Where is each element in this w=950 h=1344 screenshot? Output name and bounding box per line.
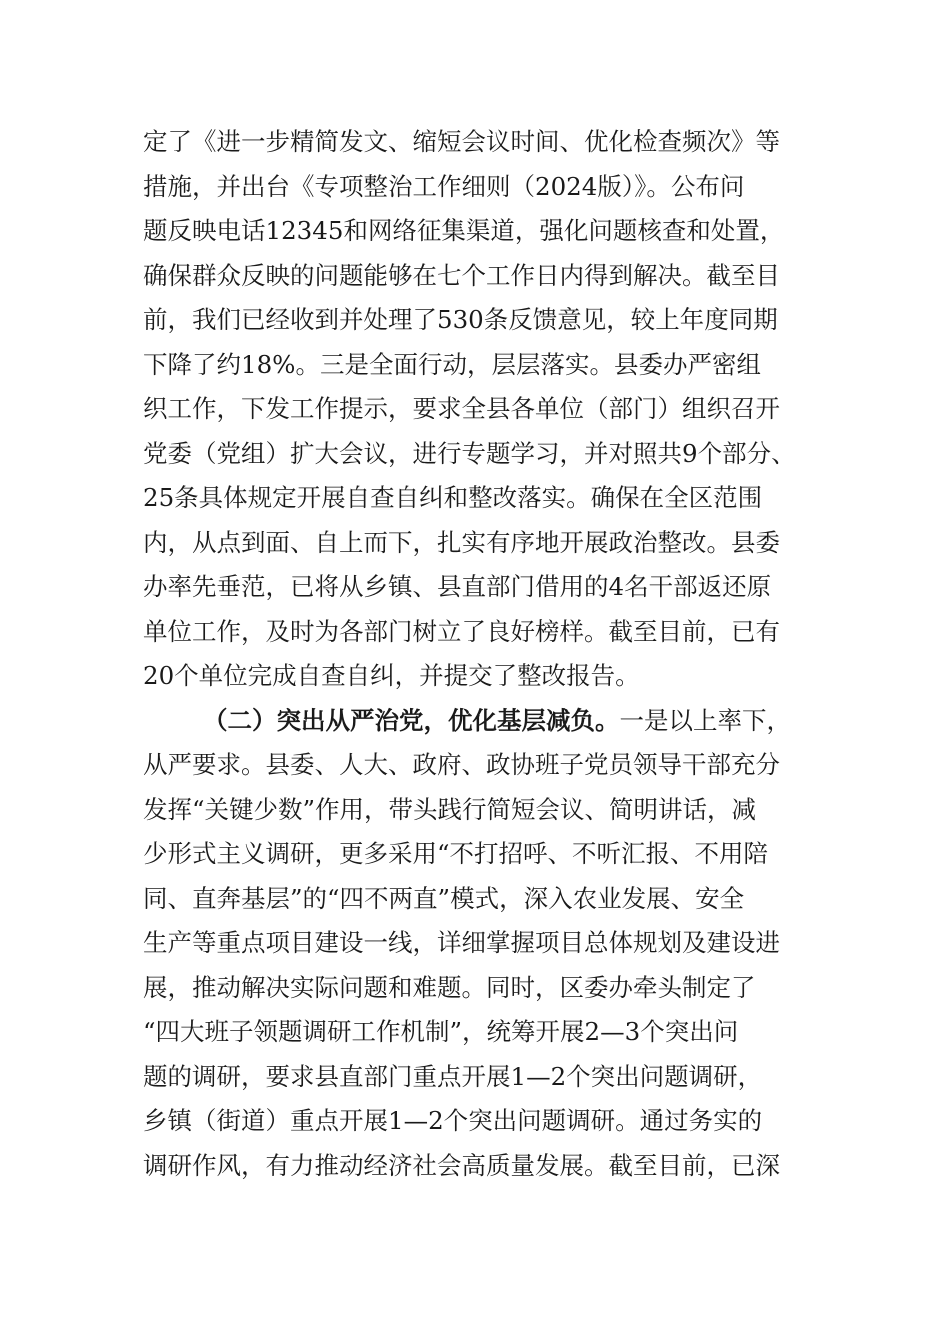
section-heading-line — [143, 699, 813, 744]
text-line: 同、直奔基层”的“四不两直”模式，深入农业发展、安全 — [143, 883, 745, 913]
text-line: 织工作，下发工作提示，要求全县各单位（部门）组织召开 — [143, 394, 780, 423]
text-line: 题反映电话12345和网络征集渠道，强化问题核查和处置， — [143, 216, 785, 245]
text-line: 从严要求。县委、人大、政府、政协班子党员领导干部充分 — [143, 750, 780, 779]
text-line: 办率先垂范，已将从乡镇、县直部门借用的4名干部返还原 — [143, 572, 772, 601]
text-line: 确保群众反映的问题能够在七个工作日内得到解决。截至目 — [143, 260, 780, 290]
text-line: 下降了约18%。三是全面行动，层层落实。县委办严密组 — [143, 349, 761, 379]
text-line: 题的调研，要求县直部门重点开展1—2个突出问题调研， — [143, 1061, 763, 1091]
text-line: 定了《进一步精简发文、缩短会议时间、优化检查频次》等 — [143, 127, 780, 156]
document-body — [143, 120, 813, 1188]
text-line: 乡镇（街道）重点开展1—2个突出问题调研。通过务实的 — [143, 1106, 763, 1135]
section-heading-rest: 一是以上率下， — [619, 705, 791, 735]
text-line: 少形式主义调研，更多采用“不打招呼、不听汇报、不用陪 — [143, 839, 769, 868]
text-line: 25条具体规定开展自查自纠和整改落实。确保在全区范围 — [143, 483, 763, 512]
text-line: 措施，并出台《专项整治工作细则（2024版）》。公布问 — [143, 171, 745, 201]
text-line: 前，我们已经收到并处理了530条反馈意见，较上年度同期 — [143, 305, 778, 334]
text-line: 单位工作，及时为各部门树立了良好榜样。截至目前，已有 — [143, 616, 780, 646]
section-heading: （二）突出从严治党，优化基层减负。 — [203, 705, 620, 735]
text-line: “四大班子领题调研工作机制”，统筹开展2—3个突出问 — [143, 1017, 739, 1046]
text-line: 调研作风，有力推动经济社会高质量发展。截至目前，已深 — [143, 1150, 780, 1180]
text-line: 展，推动解决实际问题和难题。同时，区委办牵头制定了 — [143, 972, 756, 1002]
text-line: 发挥“关键少数”作用，带头践行简短会议、简明讲话，减 — [143, 794, 757, 824]
text-line: 20个单位完成自查自纠，并提交了整改报告。 — [143, 661, 640, 690]
text-line: 生产等重点项目建设一线，详细掌握项目总体规划及建设进 — [143, 928, 780, 957]
text-line: 党委（党组）扩大会议，进行专题学习，并对照共9个部分、 — [143, 438, 796, 468]
text-line: 内，从点到面、自上而下，扎实有序地开展政治整改。县委 — [143, 527, 780, 557]
